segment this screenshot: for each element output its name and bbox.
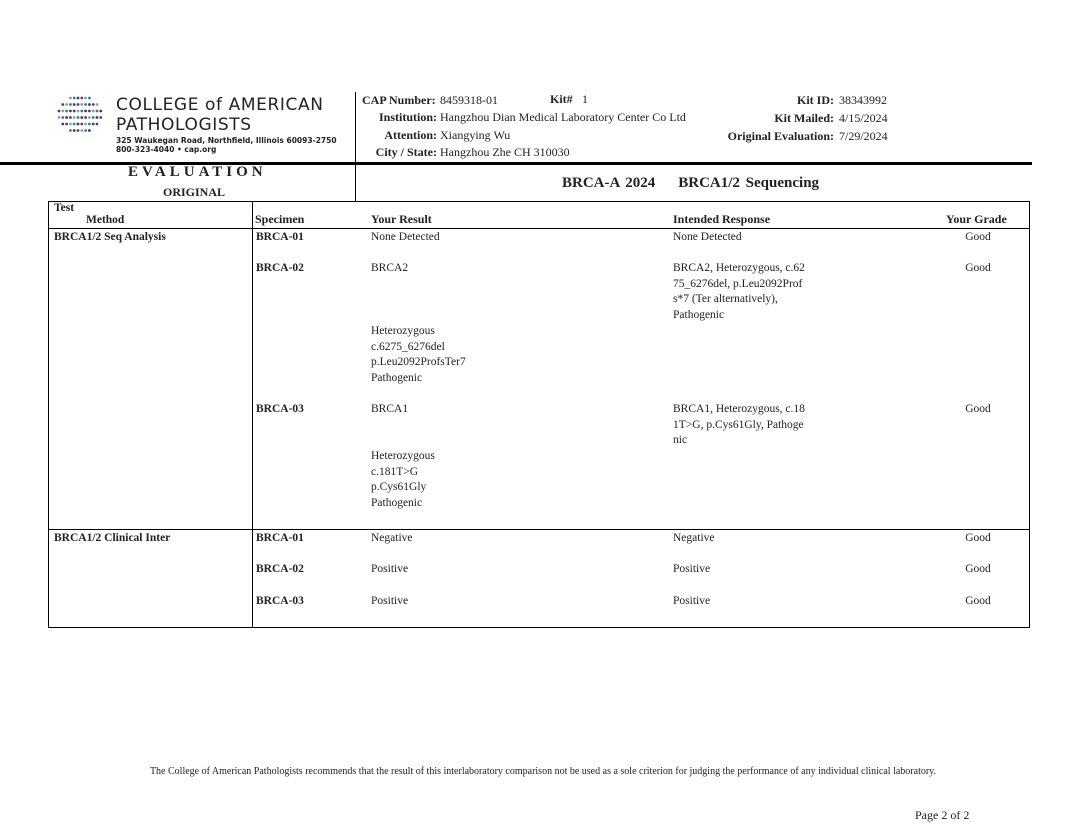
- logo-dot: [77, 116, 80, 119]
- logo-dot: [61, 123, 64, 126]
- logo-dot: [84, 123, 87, 126]
- intended-line: Pathogenic: [673, 309, 725, 322]
- attention-value: Xiangying Wu: [440, 128, 511, 142]
- intended-line: 1T>G, p.Cys61Gly, Pathoge: [673, 418, 804, 431]
- header-divider-vertical: [355, 92, 356, 202]
- grade-badge: Good: [965, 563, 991, 575]
- attention-label: Attention:: [384, 128, 437, 142]
- table-header-divider: [48, 228, 1030, 229]
- test-name: BRCA1/2 Seq Analysis: [54, 231, 166, 243]
- logo-dot: [69, 123, 72, 126]
- intended-line: s*7 (Ter alternatively),: [673, 293, 778, 306]
- logo-dot: [65, 103, 68, 106]
- specimen-id: BRCA-01: [256, 532, 304, 544]
- evaluation-subtitle: ORIGINAL: [163, 185, 226, 199]
- your-result: Positive: [371, 595, 409, 607]
- your-result: Negative: [371, 532, 413, 544]
- your-result-detail: [371, 324, 466, 387]
- intended-line: 75_6276del, p.Leu2092Prof: [673, 277, 803, 290]
- logo-dot: [65, 123, 68, 126]
- logo-dot: [69, 103, 72, 106]
- city-state-value: Hangzhou Zhe CH 310030: [440, 145, 570, 159]
- result-detail-line: p.Cys61Gly: [371, 481, 427, 494]
- intended-line: BRCA2, Heterozygous, c.62: [673, 262, 805, 274]
- logo-dot: [61, 110, 64, 113]
- logo-dot: [96, 103, 99, 106]
- your-result: None Detected: [371, 231, 440, 243]
- header-intended-response: Intended Response: [673, 212, 771, 226]
- header-specimen: Specimen: [255, 212, 305, 226]
- result-detail-line: p.Leu2092ProfsTer7: [371, 356, 466, 369]
- logo-dot: [88, 129, 91, 132]
- kit-mailed-label: Kit Mailed:: [774, 111, 834, 125]
- logo-dot: [99, 110, 102, 113]
- grade-badge: Good: [965, 403, 991, 415]
- header-your-result: Your Result: [371, 212, 432, 226]
- grade-badge: Good: [965, 532, 991, 544]
- header-method: Method: [86, 214, 125, 226]
- logo-dot: [73, 103, 76, 106]
- logo-dot: [80, 110, 83, 113]
- table-column-divider: [252, 201, 253, 628]
- original-evaluation-label: Original Evaluation:: [727, 129, 834, 143]
- results-table: [48, 201, 1030, 628]
- logo-contact: 800-323-4040 • cap.org: [116, 145, 217, 154]
- cap-number-label: CAP Number:: [362, 93, 436, 107]
- intended-response: Negative: [673, 532, 715, 544]
- logo-dot: [84, 103, 87, 106]
- cap-logo: [56, 94, 356, 156]
- result-detail-line: Pathogenic: [371, 497, 423, 510]
- intended-response: Positive: [673, 563, 711, 575]
- logo-dot: [77, 123, 80, 126]
- logo-dot: [77, 129, 80, 132]
- specimen-id: BRCA-03: [256, 403, 304, 415]
- kit-id-label: Kit ID:: [797, 93, 834, 107]
- logo-dot: [73, 116, 76, 119]
- your-result: Positive: [371, 563, 409, 575]
- logo-dot: [96, 123, 99, 126]
- logo-dot: [73, 97, 76, 100]
- program-title: [562, 175, 819, 192]
- logo-dot: [88, 116, 91, 119]
- specimen-id: BRCA-01: [256, 231, 304, 243]
- logo-dot: [92, 103, 95, 106]
- institution-value: Hangzhou Dian Medical Laboratory Center Co Ltd: [440, 110, 686, 124]
- specimen-id: BRCA-02: [256, 262, 304, 274]
- kit-label: Kit#: [550, 92, 573, 106]
- your-result: BRCA1: [371, 403, 409, 415]
- logo-dot: [88, 103, 91, 106]
- logo-dot: [58, 110, 61, 113]
- your-result-detail: [371, 449, 435, 512]
- logo-dot: [58, 116, 61, 119]
- evaluation-title: EVALUATION: [128, 164, 267, 180]
- logo-dot: [77, 103, 80, 106]
- logo-dot: [80, 103, 83, 106]
- logo-address: 325 Waukegan Road, Northfield, Illinois 60093-2750: [116, 136, 337, 145]
- kit-value: 1: [582, 92, 588, 106]
- logo-dot: [80, 97, 83, 100]
- logo-dot: [65, 116, 68, 119]
- logo-dot: [96, 110, 99, 113]
- result-detail-line: Pathogenic: [371, 372, 423, 385]
- result-detail-line: c.181T>G: [371, 465, 419, 478]
- result-detail-line: c.6275_6276del: [371, 340, 445, 353]
- cap-number-value: 8459318-01: [440, 93, 498, 107]
- result-detail-line: Heterozygous: [371, 450, 435, 462]
- logo-dot: [77, 97, 80, 100]
- cap-dots-logo-icon: [56, 94, 106, 138]
- institution-label: Institution:: [378, 110, 437, 124]
- grade-badge: Good: [965, 595, 991, 607]
- logo-dot: [92, 116, 95, 119]
- logo-dot: [96, 116, 99, 119]
- logo-dot: [73, 123, 76, 126]
- your-result: BRCA2: [371, 262, 409, 274]
- logo-title-line2: PATHOLOGISTS: [116, 115, 252, 135]
- header-your-grade: Your Grade: [946, 212, 1007, 226]
- logo-dot: [61, 116, 64, 119]
- logo-dot: [80, 116, 83, 119]
- page-number: Page 2 of 2: [915, 808, 970, 822]
- intended-response: None Detected: [673, 231, 742, 243]
- intended-response: [673, 261, 805, 324]
- logo-dot: [65, 110, 68, 113]
- logo-title-line1: COLLEGE of AMERICAN: [116, 95, 324, 115]
- logo-dot: [69, 97, 72, 100]
- logo-dot: [77, 110, 80, 113]
- program-code: BRCA-A 2024: [562, 175, 656, 191]
- specimen-id: BRCA-02: [256, 563, 304, 575]
- logo-dot: [84, 110, 87, 113]
- logo-dot: [61, 103, 64, 106]
- disclaimer-note: The College of American Pathologists recommends that the result of this interlaboratory comparison not be used as a sole criterion for judging the performance of any individual clinical laboratory.: [149, 766, 937, 777]
- intended-line: nic: [673, 434, 688, 447]
- logo-dot: [73, 110, 76, 113]
- header-test: Test: [54, 202, 75, 214]
- specimen-id: BRCA-03: [256, 595, 304, 607]
- logo-dot: [88, 123, 91, 126]
- result-detail-line: Heterozygous: [371, 325, 435, 337]
- logo-dot: [88, 97, 91, 100]
- logo-dot: [69, 129, 72, 132]
- intended-response: Positive: [673, 595, 711, 607]
- logo-dot: [84, 97, 87, 100]
- table-group-divider: [48, 529, 1030, 530]
- grade-badge: Good: [965, 231, 991, 243]
- kit-id-value: 38343992: [839, 93, 887, 107]
- logo-dot: [88, 110, 91, 113]
- logo-dot: [80, 129, 83, 132]
- logo-dot: [99, 116, 102, 119]
- logo-dot: [92, 123, 95, 126]
- city-state-label: City / State:: [375, 145, 437, 159]
- program-name: BRCA1/2 Sequencing: [678, 175, 820, 191]
- logo-dot: [80, 123, 83, 126]
- grade-badge: Good: [965, 262, 991, 274]
- logo-dot: [84, 116, 87, 119]
- original-evaluation-value: 7/29/2024: [839, 129, 888, 143]
- logo-dot: [73, 129, 76, 132]
- logo-dot: [69, 110, 72, 113]
- intended-line: BRCA1, Heterozygous, c.18: [673, 403, 805, 415]
- test-name: BRCA1/2 Clinical Inter: [54, 532, 171, 544]
- kit-mailed-value: 4/15/2024: [839, 111, 888, 125]
- logo-dot: [84, 129, 87, 132]
- intended-response: [673, 402, 805, 449]
- logo-dot: [69, 116, 72, 119]
- logo-dot: [92, 110, 95, 113]
